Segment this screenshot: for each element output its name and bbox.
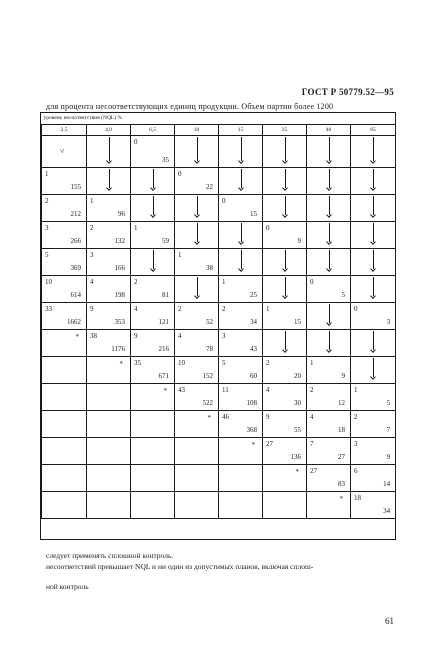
plan-cell [263, 275, 307, 302]
table-row [42, 248, 396, 275]
arrow-down-icon [282, 330, 289, 354]
sample-size: 38 [206, 263, 213, 272]
acceptance-number: 2 [134, 277, 138, 286]
acceptance-number: 5 [45, 250, 49, 259]
sample-size: 368 [246, 425, 257, 434]
sample-size: 7 [386, 425, 391, 434]
sample-size: 5 [341, 290, 345, 299]
plan-cell [87, 221, 131, 248]
acceptance-number: 4 [310, 412, 314, 421]
plan-cell [175, 410, 219, 437]
sample-size: 43 [250, 344, 257, 353]
footer-line-3: ной контроль [46, 582, 89, 591]
plan-cell [307, 135, 351, 167]
footer-line-2: несоответствий превышает NQL и ни один из допустимых планов, включая сплош- [46, 562, 314, 571]
plan-cell [42, 194, 87, 221]
arrow-down-icon [238, 222, 245, 246]
acceptance-number: 1 [134, 223, 138, 232]
arrow-down-icon [194, 195, 201, 219]
nql-level-header: 40 [307, 124, 351, 135]
sample-size: 22 [206, 182, 213, 191]
plan-cell [131, 356, 175, 383]
asterisk-mark: * [163, 386, 167, 395]
sample-size: 59 [162, 236, 169, 245]
plan-cell [219, 194, 263, 221]
acceptance-number: 35 [134, 358, 141, 367]
plan-cell [263, 302, 307, 329]
sample-size: 83 [338, 479, 345, 488]
sample-size: 55 [294, 425, 301, 434]
sample-size: 12 [338, 398, 345, 407]
arrow-down-icon [370, 330, 377, 354]
sample-size: 166 [114, 263, 125, 272]
plan-cell [131, 275, 175, 302]
plan-cell [131, 383, 175, 410]
arrow-down-icon [150, 249, 157, 273]
table-row [42, 437, 396, 464]
plan-cell [351, 383, 396, 410]
plan-cell [263, 464, 307, 491]
plan-cell [219, 410, 263, 437]
plan-cell [351, 464, 396, 491]
plan-cell [219, 248, 263, 275]
plan-cell [307, 464, 351, 491]
acceptance-number: 0 [222, 196, 226, 205]
acceptance-number: 9 [134, 331, 138, 340]
acceptance-number: 27 [310, 466, 317, 475]
acceptance-number: 3 [222, 331, 226, 340]
page-number: 61 [385, 616, 394, 626]
plan-cell [263, 167, 307, 194]
arrow-down-icon [370, 222, 377, 246]
plan-cell [351, 221, 396, 248]
sample-size: 216 [158, 344, 169, 353]
acceptance-number: 1 [90, 196, 94, 205]
table-subtitle: для процента несоответствующих единиц продукции. Объем партии более 1200 [46, 102, 334, 111]
plan-cell [131, 464, 175, 491]
acceptance-number: 38 [90, 331, 97, 340]
plan-cell [351, 167, 396, 194]
sample-size: 121 [158, 317, 169, 326]
plan-cell [42, 302, 87, 329]
sample-size: 34 [250, 317, 257, 326]
plan-cell [131, 194, 175, 221]
plan-cell [219, 437, 263, 464]
sample-size: 152 [202, 371, 213, 380]
plan-cell [219, 329, 263, 356]
acceptance-number: 46 [222, 412, 229, 421]
plan-cell [175, 135, 219, 167]
plan-cell [219, 167, 263, 194]
sample-size: 30 [294, 398, 301, 407]
sample-size: 9 [297, 236, 301, 245]
acceptance-number: 0 [310, 277, 314, 286]
acceptance-number: 33 [45, 304, 52, 313]
sample-size: 1176 [111, 344, 125, 353]
plan-cell [175, 248, 219, 275]
acceptance-number: 3 [90, 250, 94, 259]
plan-cell [175, 437, 219, 464]
acceptance-number: 2 [310, 385, 314, 394]
acceptance-number: 18 [354, 493, 361, 502]
plan-cell [219, 491, 263, 518]
table-row [42, 464, 396, 491]
sample-size: 671 [158, 371, 169, 380]
plan-cell [42, 410, 87, 437]
nql-caption: уровень несоответствия (NQL) % [42, 113, 396, 124]
table-row [42, 135, 396, 167]
plan-cell [307, 221, 351, 248]
nql-level-header: 4,0 [87, 124, 131, 135]
acceptance-number: 0 [354, 304, 358, 313]
plan-cell [131, 135, 175, 167]
plan-cell [263, 248, 307, 275]
plan-cell [175, 356, 219, 383]
sample-size: 108 [246, 398, 257, 407]
sample-size: 369 [70, 263, 81, 272]
plan-cell [263, 135, 307, 167]
plan-cell [307, 410, 351, 437]
asterisk-mark: * [251, 440, 255, 449]
plan-cell [351, 437, 396, 464]
plan-cell [351, 329, 396, 356]
sample-size: 9 [386, 452, 391, 461]
table-row [42, 302, 396, 329]
table-row [42, 194, 396, 221]
plan-cell [219, 464, 263, 491]
plan-cell [87, 167, 131, 194]
sample-size: 1662 [67, 317, 81, 326]
plan-cell [175, 302, 219, 329]
sample-size: 266 [70, 236, 81, 245]
plan-cell [263, 410, 307, 437]
plan-cell [42, 437, 87, 464]
arrow-down-icon [326, 136, 333, 165]
plan-cell [351, 356, 396, 383]
sample-size: 18 [338, 425, 345, 434]
arrow-down-icon [150, 195, 157, 219]
asterisk-mark: * [339, 494, 343, 503]
plan-cell [131, 410, 175, 437]
asterisk-mark: * [75, 332, 79, 341]
table-row [42, 221, 396, 248]
plan-cell [42, 221, 87, 248]
arrow-down-icon [150, 168, 157, 192]
sample-size: 3 [386, 317, 391, 326]
sample-size: 52 [206, 317, 213, 326]
sample-size: 353 [114, 317, 125, 326]
plan-cell [175, 221, 219, 248]
sample-size: 25 [250, 290, 257, 299]
acceptance-number: 1 [266, 304, 270, 313]
plan-cell [307, 275, 351, 302]
table-row [42, 356, 396, 383]
acceptance-number: 9 [90, 304, 94, 313]
plan-cell [42, 135, 87, 167]
acceptance-number: 11 [222, 385, 229, 394]
plan-cell [307, 329, 351, 356]
plan-cell [351, 491, 396, 518]
acceptance-number: 6 [354, 466, 358, 475]
acceptance-number: 10 [178, 358, 185, 367]
acceptance-number: 2 [178, 304, 182, 313]
plan-cell [219, 356, 263, 383]
sample-size: 155 [70, 182, 81, 191]
plan-cell [87, 491, 131, 518]
plan-cell [263, 194, 307, 221]
plan-cell [87, 410, 131, 437]
plan-cell [87, 194, 131, 221]
arrow-down-icon [282, 195, 289, 219]
sample-size: 614 [70, 290, 81, 299]
acceptance-number: 4 [266, 385, 270, 394]
plan-cell [175, 194, 219, 221]
plan-cell [42, 491, 87, 518]
arrow-down-icon [194, 222, 201, 246]
arrow-down-icon [194, 136, 201, 165]
acceptance-number: 43 [178, 385, 185, 394]
plan-cell [307, 383, 351, 410]
sample-size: 15 [294, 317, 301, 326]
plan-cell [87, 329, 131, 356]
plan-cell [87, 383, 131, 410]
sample-size: 136 [290, 452, 301, 461]
standard-header: ГОСТ Р 50779.52—95 [301, 87, 394, 97]
plan-cell [175, 275, 219, 302]
plan-cell [87, 464, 131, 491]
plan-cell [351, 194, 396, 221]
plan-cell [219, 221, 263, 248]
table-row [42, 383, 396, 410]
asterisk-mark: * [295, 467, 299, 476]
plan-cell [219, 135, 263, 167]
acceptance-number: 9 [266, 412, 270, 421]
plan-cell [131, 167, 175, 194]
nql-level-header: 2,5 [42, 124, 87, 135]
acceptance-number: 0 [134, 137, 138, 146]
acceptance-number: 1 [222, 277, 226, 286]
plan-cell [263, 356, 307, 383]
acceptance-number: 2 [222, 304, 226, 313]
acceptance-number: 4 [134, 304, 138, 313]
sample-size: 34 [383, 506, 391, 515]
plan-cell [263, 221, 307, 248]
arrow-down-icon [326, 303, 333, 327]
plan-cell [42, 329, 87, 356]
plan-cell [175, 464, 219, 491]
acceptance-number: 4 [178, 331, 182, 340]
plan-cell [42, 356, 87, 383]
arrow-down-icon [194, 276, 201, 300]
plan-cell [175, 383, 219, 410]
plan-cell [87, 302, 131, 329]
plan-cell [131, 221, 175, 248]
arrow-down-icon [370, 249, 377, 273]
plan-cell [351, 248, 396, 275]
table-row [42, 410, 396, 437]
plan-cell [351, 302, 396, 329]
plan-cell [131, 329, 175, 356]
plan-cell [263, 491, 307, 518]
acceptance-number: 10 [45, 277, 52, 286]
acceptance-number: 3 [354, 439, 358, 448]
acceptance-number: 2 [266, 358, 270, 367]
plan-cell [131, 491, 175, 518]
sample-size: 15 [250, 209, 257, 218]
acceptance-number: 7 [310, 439, 314, 448]
plan-cell [351, 275, 396, 302]
table-frame [40, 112, 396, 540]
nql-level-header: 10 [175, 124, 219, 135]
sample-size: 78 [206, 344, 213, 353]
acceptance-number: 1 [310, 358, 314, 367]
sample-size: 9 [341, 371, 345, 380]
arrow-down-icon [282, 136, 289, 165]
arrow-down-icon [282, 168, 289, 192]
sampling-plan-table [41, 113, 396, 519]
plan-cell [263, 437, 307, 464]
sample-size: 35 [162, 155, 169, 164]
acceptance-number: 2 [45, 196, 49, 205]
plan-cell [307, 167, 351, 194]
arrow-down-icon [106, 136, 113, 165]
nql-level-header: 6,5 [131, 124, 175, 135]
acceptance-number: 27 [266, 439, 273, 448]
plan-cell [219, 302, 263, 329]
arrow-down-icon [370, 276, 377, 300]
acceptance-number: 2 [90, 223, 94, 232]
plan-cell [42, 464, 87, 491]
plan-cell [131, 248, 175, 275]
sample-size: 198 [114, 290, 125, 299]
caret-mark: ˅ [60, 146, 65, 156]
sample-size: 522 [202, 398, 213, 407]
plan-cell [307, 302, 351, 329]
table-row [42, 275, 396, 302]
table-row [42, 167, 396, 194]
arrow-down-icon [326, 330, 333, 354]
sample-size: 96 [118, 209, 125, 218]
plan-cell [219, 275, 263, 302]
sample-size: 132 [114, 236, 125, 245]
plan-cell [307, 491, 351, 518]
acceptance-number: 1 [178, 250, 182, 259]
plan-cell [131, 437, 175, 464]
plan-cell [263, 329, 307, 356]
arrow-down-icon [282, 276, 289, 300]
plan-cell [219, 383, 263, 410]
plan-cell [307, 356, 351, 383]
arrow-down-icon [238, 249, 245, 273]
acceptance-number: 5 [222, 358, 226, 367]
sample-size: 212 [70, 209, 81, 218]
plan-cell [42, 248, 87, 275]
acceptance-number: 1 [354, 385, 358, 394]
plan-cell [87, 248, 131, 275]
acceptance-number: 2 [354, 412, 358, 421]
arrow-down-icon [326, 168, 333, 192]
plan-cell [175, 491, 219, 518]
plan-cell [263, 383, 307, 410]
plan-cell [87, 437, 131, 464]
table-row [42, 491, 396, 518]
arrow-down-icon [282, 249, 289, 273]
arrow-down-icon [370, 136, 377, 165]
arrow-down-icon [370, 357, 377, 381]
plan-cell [175, 329, 219, 356]
nql-level-header: 25 [263, 124, 307, 135]
acceptance-number: 0 [178, 169, 182, 178]
sample-size: 60 [250, 371, 257, 380]
nql-level-header: 15 [219, 124, 263, 135]
plan-cell [42, 167, 87, 194]
arrow-down-icon [326, 249, 333, 273]
plan-cell [307, 248, 351, 275]
sample-size: 14 [383, 479, 391, 488]
plan-cell [87, 135, 131, 167]
plan-cell [307, 437, 351, 464]
plan-cell [87, 356, 131, 383]
nql-level-header: 65 [351, 124, 396, 135]
acceptance-number: 4 [90, 277, 94, 286]
arrow-down-icon [238, 168, 245, 192]
table-row [42, 329, 396, 356]
plan-cell [87, 275, 131, 302]
plan-cell [42, 383, 87, 410]
asterisk-mark: * [207, 413, 211, 422]
plan-cell [351, 410, 396, 437]
acceptance-number: 1 [45, 169, 49, 178]
footer-line-1: следует применять сплошной контроль. [46, 551, 174, 560]
plan-cell [175, 167, 219, 194]
sample-size: 81 [162, 290, 169, 299]
acceptance-number: 0 [266, 223, 270, 232]
arrow-down-icon [326, 222, 333, 246]
plan-cell [307, 194, 351, 221]
sample-size: 20 [294, 371, 301, 380]
plan-cell [131, 302, 175, 329]
plan-cell [351, 135, 396, 167]
arrow-down-icon [238, 136, 245, 165]
plan-cell [42, 275, 87, 302]
arrow-down-icon [326, 195, 333, 219]
asterisk-mark: * [119, 359, 123, 368]
arrow-down-icon [106, 168, 113, 192]
acceptance-number: 3 [45, 223, 49, 232]
arrow-down-icon [370, 195, 377, 219]
sample-size: 5 [386, 398, 391, 407]
arrow-down-icon [370, 168, 377, 192]
sample-size: 27 [338, 452, 345, 461]
